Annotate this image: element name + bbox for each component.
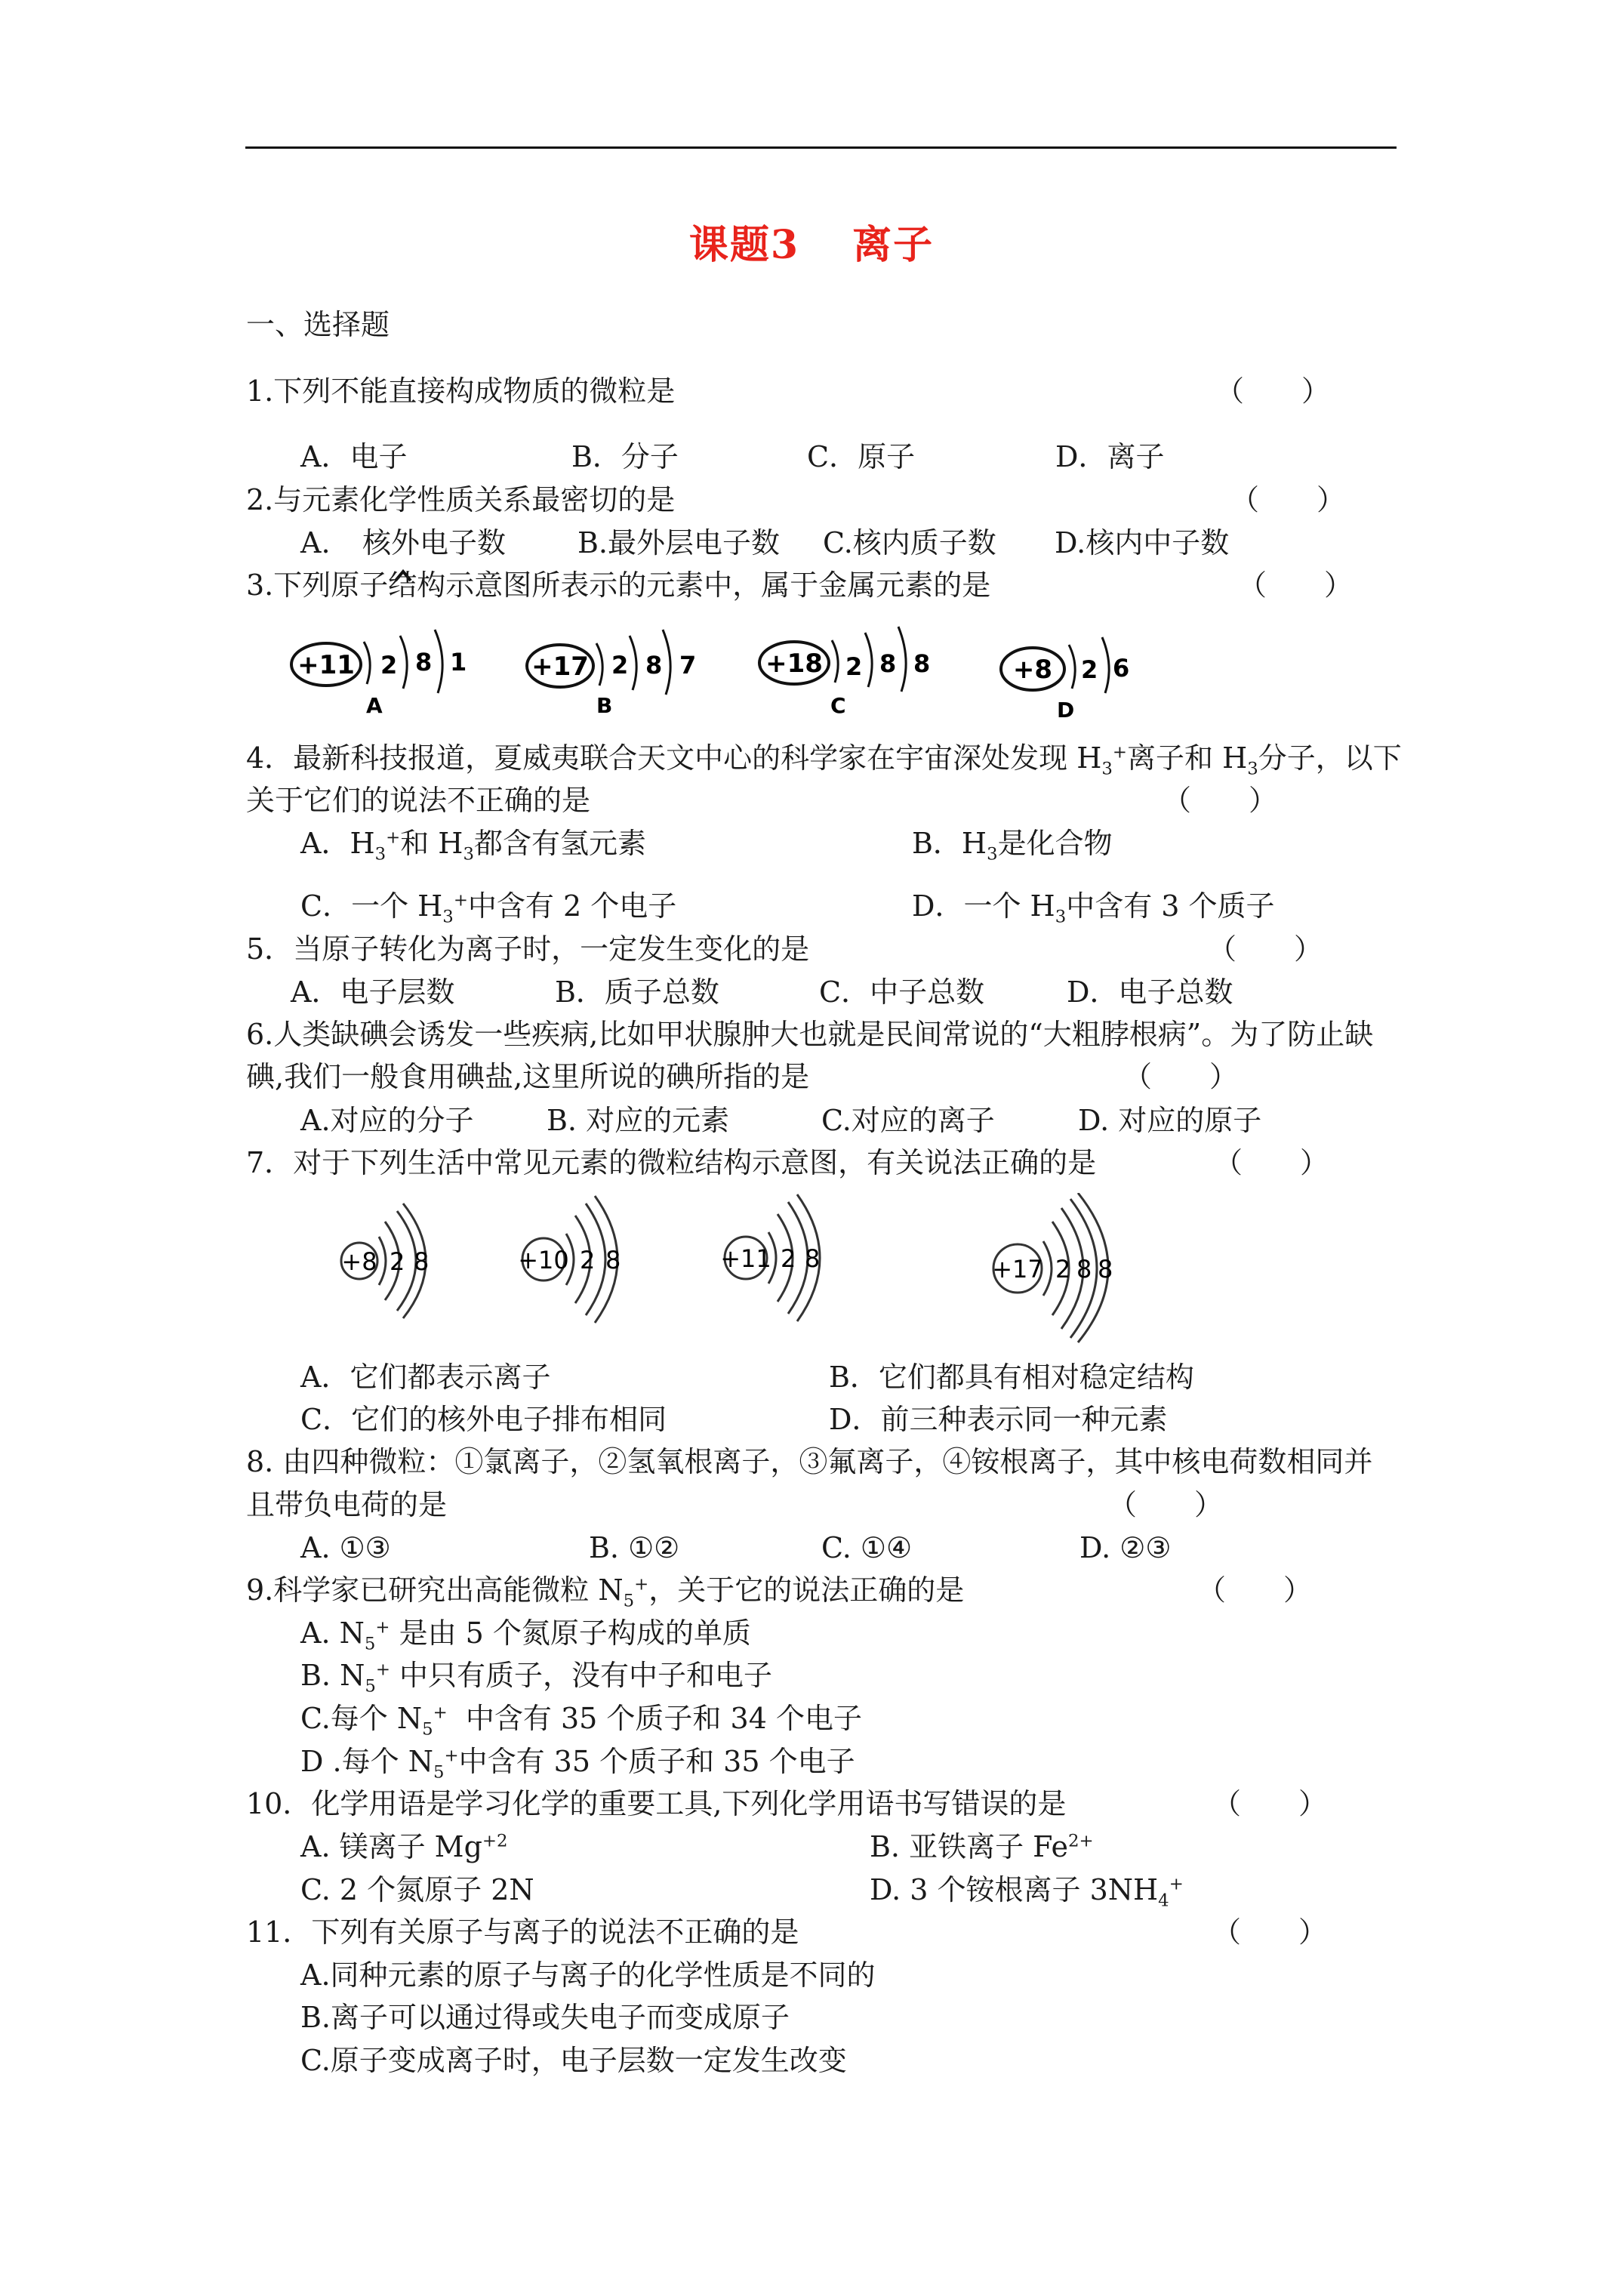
question-4-option-b: B．$H_3$是化合物: [912, 827, 1113, 864]
nucleus-label: +18: [765, 649, 823, 679]
question-10-option-a: A. 镁离子 $Mg^{+2}$: [300, 1830, 508, 1863]
shell-count: 8: [879, 649, 897, 678]
nucleus-label: +17: [531, 652, 589, 682]
option: C．原子: [807, 440, 916, 473]
shell-count: 2: [580, 1246, 596, 1274]
ion-diagram-1: [341, 1203, 429, 1318]
atom-diagrams-q7: [325, 1193, 1155, 1344]
option: B. ①②: [589, 1531, 680, 1564]
shell-count: 2: [380, 651, 398, 680]
option: A．电子层数: [291, 975, 455, 1009]
question-10-option-d: D. 3 个铵根离子 $3NH_4^+$: [870, 1873, 1184, 1911]
atom-diagram-c: [759, 627, 930, 718]
option: A.: [300, 526, 331, 559]
question-11-text: 11．下列有关原子与离子的说法不正确的是: [246, 1915, 799, 1949]
question-3-text: 3.下列原子结构示意图所表示的元素中，属于金属元素的是: [246, 569, 991, 602]
question-9-option-d: D .每个 $N_5^+$中含有 35 个质子和 35 个电子: [300, 1745, 855, 1783]
shell-count: 2: [1055, 1255, 1071, 1284]
question-4-line1: 4．最新科技报道，夏威夷联合天文中心的科学家在宇宙深处发现 $H_3^+$离子和 $H_3$分子，以下: [246, 741, 1402, 779]
question-7-option-a: A．它们都表示离子: [300, 1361, 551, 1394]
option: A. ①③: [300, 1531, 391, 1564]
question-9-text: 9.科学家已研究出高能微粒 $N_5^+$，关于它的说法正确的是: [246, 1573, 965, 1611]
question-9-option-c: C.每个 $N_5^+$ 中含有 35 个质子和 34 个电子: [300, 1702, 862, 1740]
question-7-option-c: C．它们的核外电子排布相同: [300, 1403, 667, 1436]
diagram-label: D: [1057, 698, 1075, 723]
diagram-label: B: [596, 693, 613, 718]
shell-count: 8: [1098, 1255, 1113, 1284]
diagram-label: C: [830, 693, 846, 718]
question-8-line2: 且带负电荷的是: [246, 1488, 448, 1521]
title-part1: 课题3: [688, 222, 800, 268]
shell-count: 7: [679, 651, 697, 680]
question-1-text: 1.下列不能直接构成物质的微粒是: [246, 374, 676, 408]
option: C．中子总数: [819, 975, 985, 1009]
atom-diagram-a: [291, 630, 467, 718]
question-4-option-a: A．$H_3^+$和 $H_3$都含有氢元素: [300, 827, 646, 864]
nucleus-label: +10: [518, 1246, 569, 1274]
question-7-text: 7．对于下列生活中常见元素的微粒结构示意图，有关说法正确的是: [246, 1146, 1097, 1179]
option: D. 对应的原子: [1078, 1104, 1262, 1137]
header-rule: [245, 146, 1397, 149]
answer-paren: （ ）: [1163, 784, 1278, 817]
shell-count: 8: [805, 1244, 821, 1273]
question-4-option-d: D．一个 $H_3$中含有 3 个质子: [912, 889, 1275, 927]
answer-paren: （ ）: [1208, 932, 1323, 966]
option: C.核内质子数: [823, 526, 996, 559]
shell-count: 8: [913, 649, 931, 678]
option: C. ①④: [821, 1531, 913, 1564]
question-6-line2: 碘,我们一般食用碘盐,这里所说的碘所指的是: [246, 1060, 810, 1093]
option: B. 对应的元素: [547, 1104, 730, 1137]
nucleus-label: +11: [297, 650, 355, 680]
shell-count: 2: [611, 651, 629, 680]
question-4-line2: 关于它们的说法不正确的是: [246, 784, 591, 817]
option: A.对应的分子: [300, 1104, 474, 1137]
answer-paren: （ ）: [1230, 483, 1346, 516]
option: B．分子: [571, 440, 679, 473]
nucleus-label: +8: [1012, 655, 1053, 685]
answer-paren: （ ）: [1212, 1915, 1328, 1949]
option: B.最外层电子数: [577, 526, 781, 559]
question-7-option-b: B．它们都具有相对稳定结构: [829, 1361, 1194, 1394]
question-11-option-a: A.同种元素的原子与离子的化学性质是不同的: [300, 1959, 876, 1992]
ion-diagram-4: [992, 1193, 1113, 1342]
option: D．离子: [1055, 440, 1165, 473]
answer-paren: （ ）: [1212, 1787, 1328, 1820]
atom-diagram-d: [1001, 637, 1129, 723]
answer-paren: （ ）: [1123, 1060, 1239, 1093]
nucleus-label: +11: [720, 1244, 771, 1273]
shell-count: 1: [450, 648, 467, 676]
shell-count: 2: [390, 1247, 405, 1276]
answer-paren: （ ）: [1197, 1573, 1313, 1607]
nucleus-label: +8: [341, 1247, 377, 1276]
answer-paren: （ ）: [1214, 1146, 1329, 1179]
question-11-option-b: B.离子可以通过得或失电子而变成原子: [300, 2001, 790, 2034]
question-10-option-b: B. 亚铁离子 $Fe^{2+}$: [870, 1830, 1094, 1863]
ion-diagram-2: [518, 1196, 621, 1323]
ion-diagram-3: [720, 1194, 820, 1321]
shell-count: 8: [415, 648, 433, 676]
shell-count: 6: [1113, 654, 1130, 683]
atom-diagram-b: [527, 630, 696, 718]
atom-diagrams-q3: [279, 619, 1185, 732]
question-8-line1: 8. 由四种微粒：①氯离子，②氢氧根离子，③氟离子，④铵根离子，其中核电荷数相同并: [246, 1445, 1373, 1478]
answer-paren: （ ）: [1238, 569, 1354, 602]
diagram-label: A: [366, 693, 383, 718]
shell-count: 2: [845, 652, 863, 681]
option: D. ②③: [1079, 1531, 1172, 1564]
answer-paren: （ ）: [1108, 1488, 1224, 1521]
option: B．质子总数: [555, 975, 719, 1009]
shell-count: 8: [645, 651, 663, 680]
option: D.核内中子数: [1055, 526, 1230, 559]
question-10-text: 10．化学用语是学习化学的重要工具,下列化学用语书写错误的是: [246, 1787, 1067, 1820]
shell-count: 2: [1081, 655, 1098, 684]
shell-count: 2: [781, 1244, 796, 1273]
question-5-text: 5．当原子转化为离子时，一定发生变化的是: [246, 932, 810, 966]
option: C.对应的离子: [821, 1104, 995, 1137]
question-9-option-b: B. $N_5^+$ 中只有质子，没有中子和电子: [300, 1659, 773, 1697]
question-6-line1: 6.人类缺碘会诱发一些疾病,比如甲状腺肿大也就是民间常说的“大粗脖根病”。为了防止缺: [246, 1018, 1374, 1051]
title-part2: 离子: [852, 222, 935, 268]
shell-count: 8: [605, 1246, 621, 1274]
section-heading: 一、选择题: [246, 308, 390, 341]
option: 核外电子数: [362, 526, 507, 559]
question-10-option-c: C. 2 个氮原子 2N: [300, 1873, 534, 1906]
question-7-option-d: D．前三种表示同一种元素: [829, 1403, 1168, 1436]
nucleus-label: +17: [992, 1255, 1043, 1284]
question-9-option-a: A. $N_5^+$ 是由 5 个氮原子构成的单质: [300, 1616, 751, 1654]
question-2-text: 2.与元素化学性质关系最密切的是: [246, 483, 676, 516]
page-title: [0, 213, 1623, 270]
option: D．电子总数: [1067, 975, 1233, 1009]
question-4-option-c: C．一个 $H_3^+$中含有 2 个电子: [300, 889, 677, 927]
question-11-option-c: C.原子变成离子时，电子层数一定发生改变: [300, 2044, 847, 2077]
answer-paren: （ ）: [1215, 374, 1331, 408]
option: A．电子: [300, 440, 408, 473]
shell-count: 8: [1076, 1255, 1092, 1284]
shell-count: 8: [414, 1247, 430, 1276]
